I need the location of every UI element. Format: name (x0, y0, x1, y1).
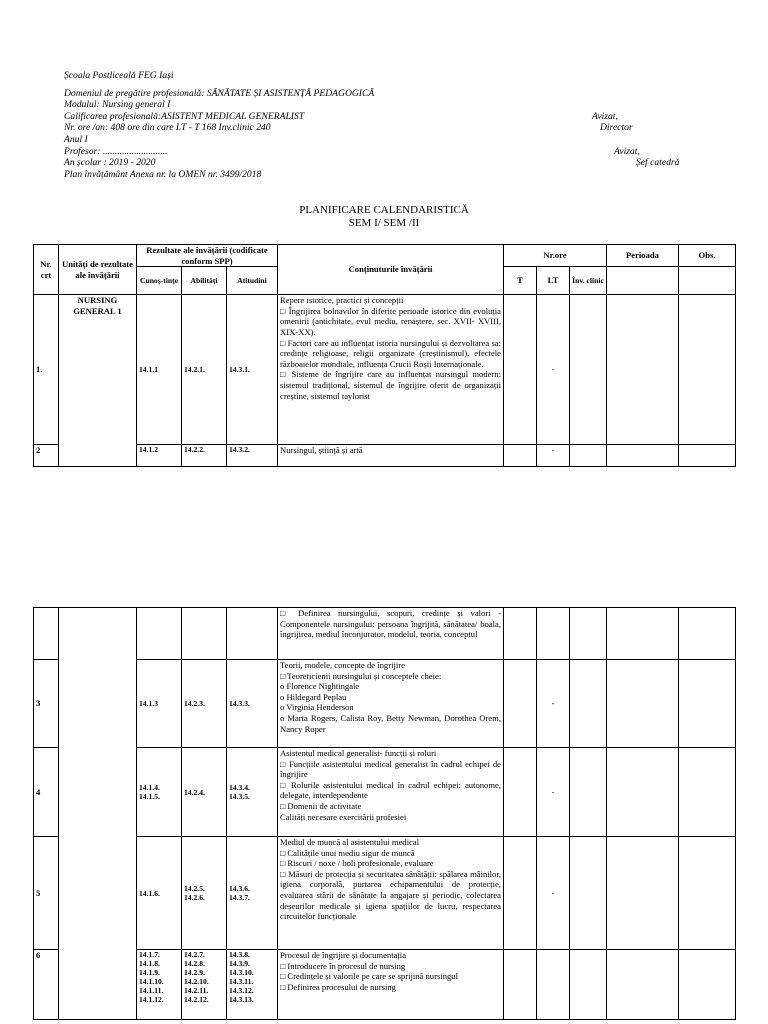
table-row (34, 950, 736, 1020)
content-line: o Florence Nightingale (280, 681, 360, 692)
content-line: □ Funcțiile asistentului medical generalist în cadrul echipei de îngrijire (280, 758, 501, 780)
header-inv-clinic: Înv. clinic (570, 267, 607, 295)
header-cunostinte: Cunoș-tințe (137, 267, 182, 295)
header-lt: LT (537, 267, 570, 295)
module-line: Modulul: Nursing general I (64, 99, 171, 111)
school-name: Școala Postliceală FEG Iași (64, 70, 174, 81)
row-cunostinte: 14.1.1 (137, 295, 182, 445)
header-abilitati: Abilități (182, 267, 227, 295)
header-atitudini: Atitudini (227, 267, 278, 295)
table-row (34, 445, 736, 467)
row-nr: 1. (34, 295, 59, 445)
content-line: Procesul de îngrijire și documentația (280, 950, 407, 960)
row-nr: 3 (34, 660, 59, 748)
school-year-line: An școlar : 2019 - 2020 (64, 157, 156, 169)
row-nr (34, 608, 59, 660)
row-nr: 2 (34, 445, 59, 467)
row-content (278, 445, 504, 467)
row-content (278, 748, 504, 837)
row-cunostinte: 14.1.2 (137, 445, 182, 467)
teacher-line: Profesor: ........................... (64, 145, 168, 157)
content-line: Mediul de muncă al asistentului medical (280, 837, 420, 847)
row-abilitati: 14.2.7. 14.2.8. 14.2.9. 14.2.10. 14.2.11. 14.2.12. (182, 950, 227, 1020)
header-t: T (504, 267, 537, 295)
hours-line: Nr. ore /an: 408 ore din care LT - T 168 Inv.clinic 240 (64, 122, 271, 134)
row-content (278, 608, 504, 660)
row-atitudini: 14.3.4. 14.3.5. (227, 748, 278, 837)
row-abilitati: 14.2.5. 14.2.6. (182, 837, 227, 950)
page-title: PLANIFICARE CALENDARISTICĂ (299, 204, 469, 216)
content-line: o Virginia Henderson (280, 702, 354, 713)
content-line: Calități necesare exercitării profesiei (280, 811, 407, 822)
row-lt: - (537, 748, 570, 837)
content-line: □ Definirea nursingului, scopuri, credințe și valori -Componentele nursingului: persoana îngrijită, sănătatea/ boala, îngrijirea, mediul înconjurator, modelul, teoria, conceptul (280, 608, 501, 640)
row-content (278, 660, 504, 748)
row-abilitati: 14.2.1. (182, 295, 227, 445)
row-atitudini: 14.3.1. (227, 295, 278, 445)
table-row (34, 748, 736, 837)
content-line: □ Calitățile unui mediu sigur de muncă (280, 847, 415, 858)
content-line: Nursingul, știință și artă (280, 445, 363, 456)
row-content (278, 950, 504, 1020)
row-nr: 6 (34, 950, 59, 1020)
row-cunostinte: 14.1.4. 14.1.5. (137, 748, 182, 837)
content-line: □ Definirea procesului de nursing (280, 981, 396, 992)
planning-table-part1 (33, 244, 736, 467)
row-atitudini: 14.3.8. 14.3.9. 14.3.10. 14.3.11. 14.3.12. 14.3.13. (227, 950, 278, 1020)
avizat-sef-label: Avizat, (614, 145, 640, 157)
content-line: o Hildegard Peplau (280, 691, 347, 702)
director-label: Director (600, 122, 633, 134)
content-line: Repere istorice, practici și concepții (280, 295, 404, 306)
page-subtitle: SEM I/ SEM /II (348, 217, 420, 229)
row-atitudini: 14.3.3. (227, 660, 278, 748)
document-header (64, 70, 704, 180)
row-lt: - (537, 445, 570, 467)
row-abilitati: 14.2.2. (182, 445, 227, 467)
row-unit: NURSING GENERAL 1 (59, 295, 137, 467)
row-atitudini: 14.3.2. (227, 445, 278, 467)
content-line: □ Domenii de activitate (280, 800, 362, 811)
table-row (34, 608, 736, 660)
content-line: □ Riscuri / noxe / boli profesionale, evaluare (280, 858, 434, 869)
row-atitudini: 14.3.6. 14.3.7. (227, 837, 278, 950)
header-unitati: Unități de rezultate ale învățării (59, 245, 137, 295)
header-obs: Obs. (679, 245, 736, 267)
row-lt: - (537, 660, 570, 748)
plan-line: Plan învățământ Anexa nr. la OMEN nr. 3499/2018 (64, 168, 262, 180)
avizat-director-label: Avizat, (592, 110, 618, 122)
content-line: □ Sisteme de îngrijire care au influențat nursingul modern: sistemul tradițional, sistemul de îngrijire oferit de organizații creștine, sistemul taylorist (280, 369, 501, 401)
header-perioada: Perioada (607, 245, 679, 267)
table-row (34, 837, 736, 950)
table-row (34, 660, 736, 748)
header-rezultate: Rezultate ale învățării (codificate conform SPP) (137, 245, 278, 267)
row-lt: - (537, 295, 570, 445)
qualification-line: Calificarea profesională:ASISTENT MEDICAL GENERALIST (64, 110, 305, 122)
row-abilitati: 14.2.4. (182, 748, 227, 837)
row-cunostinte: 14.1.7. 14.1.8. 14.1.9. 14.1.10. 14.1.11. 14.1.12. (137, 950, 182, 1020)
content-line: □ Introducere în procesul de nursing (280, 960, 406, 971)
row-content (278, 295, 504, 445)
sef-catedra-label: Șef catedră (636, 157, 680, 169)
row-abilitati: 14.2.3. (182, 660, 227, 748)
table-row (34, 295, 736, 445)
row-nr: 5 (34, 837, 59, 950)
row-cunostinte: 14.1.3 (137, 660, 182, 748)
content-line: □ Măsuri de protecția și securitatea sănătății: spălarea mâinilor, igiena corporală, purtarea echipamentului de protecție, evaluarea stării de sănătate la angajare și periodic, colectarea deșeurilor medicale și igiena spațiilor de lucru, respectarea circuitelor funcționale (280, 868, 501, 922)
content-line: □ Factori care au influențat istoria nursingului și dezvoltarea sa: credințe religioase, religii organizate (creștinismul), efectele războaielor mondiale, influența Crucii Roșii Internaționale. (280, 337, 501, 369)
row-nr: 4 (34, 748, 59, 837)
planning-table-part2 (33, 607, 736, 1020)
header-nr: Nr. crt (34, 245, 59, 295)
content-line: o Marta Rogers, Calista Roy, Betty Newman, Dorothea Orem, Nancy Roper (280, 712, 501, 734)
header-nrore: Nr.ore (504, 245, 607, 267)
header-continuturi: Conținuturile învățării (278, 245, 504, 295)
row-content (278, 837, 504, 950)
content-line: □ Rolurile asistentului medical în cadrul echipei: autonome, delegate, interdependente (280, 779, 501, 801)
content-line: Asistentul medical generalist- funcții și roluri (280, 748, 437, 758)
row-cunostinte: 14.1.6. (137, 837, 182, 950)
row-unit-continued (59, 608, 137, 1020)
content-line: □ Îngrijirea bolnavilor în diferite perioade istorice din evoluția omenirii (antichitate, evul mediu, renaștere, sec. XVII- XVIII, XIX-XX). (280, 305, 501, 337)
year-line: Anul I (64, 133, 88, 145)
content-line: □ Teoreticienii nursingului și conceptele cheie: (280, 670, 442, 681)
row-lt: - (537, 837, 570, 950)
content-line: Teorii, modele, concepte de îngrijire (280, 660, 405, 670)
domain-line: Domeniul de pregătire profesională: SĂNĂTATE ȘI ASISTENȚĂ PEDAGOGICĂ (64, 87, 375, 99)
content-line: □ Credințele și valorile pe care se sprijină nursingul (280, 971, 458, 982)
